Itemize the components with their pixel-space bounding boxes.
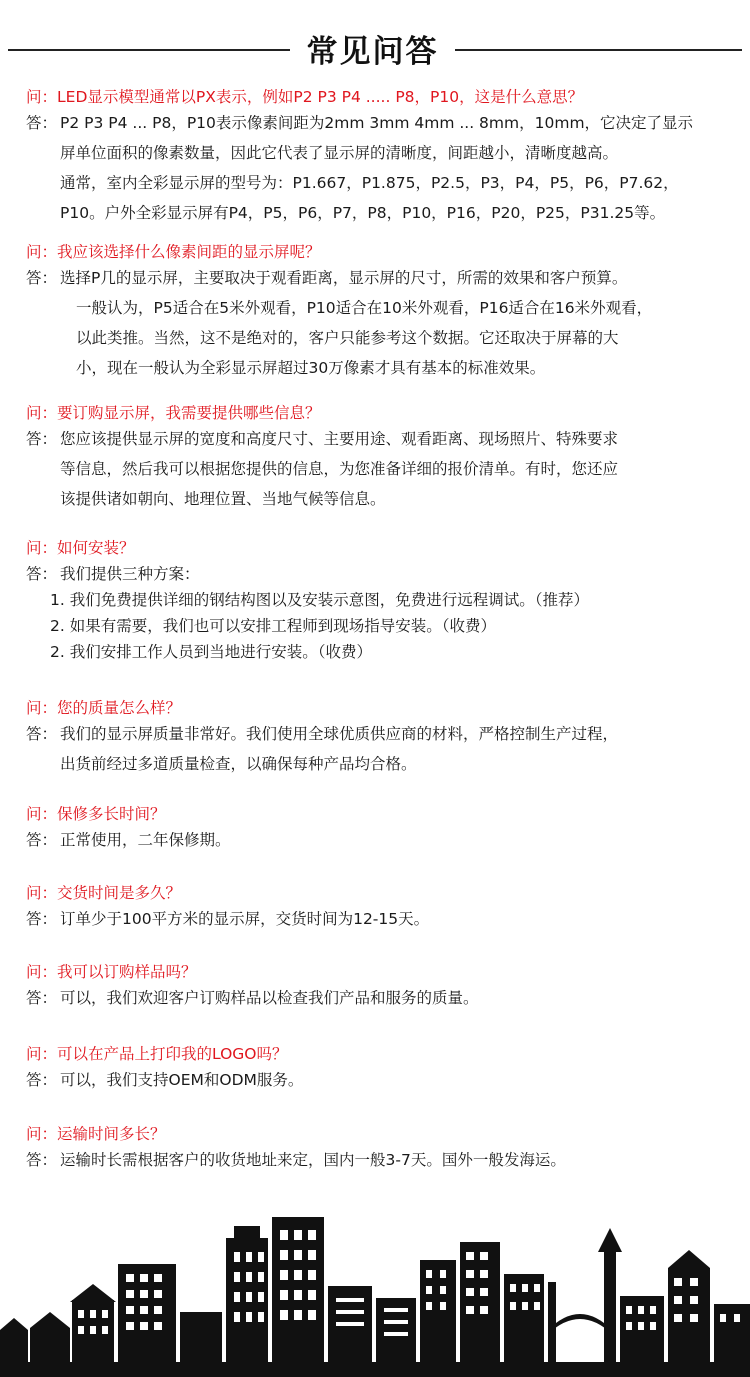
question-prefix: 问： [26, 404, 58, 422]
faq-question [26, 402, 321, 424]
answer-prefix: 答： [26, 910, 58, 928]
faq-question [26, 961, 197, 983]
question-text: 如何安装？ [57, 539, 135, 557]
answer-prefix: 答： [26, 430, 58, 448]
question-prefix: 问： [26, 884, 58, 902]
answer-prefix: 答： [26, 114, 58, 132]
faq-question [26, 86, 583, 108]
answer-line: 出货前经过多道质量检查，以确保每种产品均合格。 [60, 755, 417, 773]
answer-prefix: 答： [26, 831, 58, 849]
answer-line: P10。户外全彩显示屏有P4，P5，P6，P7，P8，P10，P16，P20，P25，P31.25等。 [60, 204, 666, 222]
question-prefix: 问： [26, 1045, 58, 1063]
city-skyline-illustration [0, 1212, 750, 1377]
question-text: 我应该选择什么像素间距的显示屏呢？ [57, 243, 321, 261]
question-text: LED显示模型通常以PX表示，例如P2 P3 P4 ..... P8，P10，这是什么意思？ [57, 88, 584, 106]
faq-question [26, 882, 181, 904]
question-prefix: 问： [26, 1125, 58, 1143]
question-prefix: 问： [26, 805, 58, 823]
answer-line: 该提供诸如朝向、地理位置、当地气候等信息。 [60, 490, 386, 508]
question-text: 运输时间多长？ [57, 1125, 166, 1143]
answer-line: 等信息，然后我可以根据您提供的信息，为您准备详细的报价清单。有时，您还应 [60, 460, 619, 478]
question-prefix: 问： [26, 539, 58, 557]
answer-line: 正常使用，二年保修期。 [60, 831, 231, 849]
question-prefix: 问： [26, 243, 58, 261]
faq-question [26, 1043, 288, 1065]
answer-prefix: 答： [26, 1151, 58, 1169]
answer-prefix: 答： [26, 269, 58, 287]
question-text: 交货时间是多久？ [57, 884, 182, 902]
answer-line: P2 P3 P4 ... P8，P10表示像素间距为2mm 3mm 4mm ... 8mm，10mm，它决定了显示 [60, 114, 694, 132]
question-text: 我可以订购样品吗？ [57, 963, 197, 981]
question-prefix: 问： [26, 88, 58, 106]
answer-line: 订单少于100平方米的显示屏，交货时间为12-15天。 [60, 910, 430, 928]
answer-line: 小，现在一般认为全彩显示屏超过30万像素才具有基本的标准效果。 [76, 359, 546, 377]
faq-question [26, 697, 181, 719]
answer-prefix: 答： [26, 1071, 58, 1089]
answer-line: 您应该提供显示屏的宽度和高度尺寸、主要用途、观看距离、现场照片、特殊要求 [60, 430, 619, 448]
question-prefix: 问： [26, 963, 58, 981]
answer-line: 可以，我们欢迎客户订购样品以检查我们产品和服务的质量。 [60, 989, 479, 1007]
faq-question [26, 1123, 166, 1145]
page-title: 常见问答 [306, 34, 439, 70]
answer-line: 1. 我们免费提供详细的钢结构图以及安装示意图，免费进行远程调试。（推荐） [50, 591, 589, 609]
answer-prefix: 答： [26, 725, 58, 743]
header-divider-right [455, 49, 742, 51]
answer-line: 可以，我们支持OEM和ODM服务。 [60, 1071, 304, 1089]
question-prefix: 问： [26, 699, 58, 717]
answer-line: 运输时长需根据客户的收货地址来定，国内一般3-7天。国外一般发海运。 [60, 1151, 566, 1169]
answer-prefix: 答： [26, 989, 58, 1007]
answer-line: 屏单位面积的像素数量，因此它代表了显示屏的清晰度，间距越小，清晰度越高。 [60, 144, 619, 162]
answer-line: 通常，室内全彩显示屏的型号为：P1.667，P1.875，P2.5，P3，P4，P5，P6，P7.62， [60, 174, 679, 192]
answer-prefix: 答： [26, 565, 58, 583]
answer-line: 选择P几的显示屏，主要取决于观看距离，显示屏的尺寸，所需的效果和客户预算。 [60, 269, 628, 287]
answer-line: 我们的显示屏质量非常好。我们使用全球优质供应商的材料，严格控制生产过程， [60, 725, 619, 743]
faq-question [26, 537, 135, 559]
answer-line: 我们提供三种方案： [60, 565, 200, 583]
question-text: 要订购显示屏，我需要提供哪些信息？ [57, 404, 321, 422]
question-text: 可以在产品上打印我的LOGO吗？ [57, 1045, 288, 1063]
answer-line: 2. 如果有需要，我们也可以安排工程师到现场指导安装。（收费） [50, 617, 496, 635]
page-header [0, 22, 750, 72]
answer-line: 一般认为，P5适合在5米外观看，P10适合在10米外观看，P16适合在16米外观看， [76, 299, 653, 317]
faq-question [26, 241, 321, 263]
answer-line: 2. 我们安排工作人员到当地进行安装。（收费） [50, 643, 372, 661]
faq-question [26, 803, 166, 825]
question-text: 保修多长时间？ [57, 805, 166, 823]
answer-line: 以此类推。当然，这不是绝对的，客户只能参考这个数据。它还取决于屏幕的大 [76, 329, 619, 347]
header-divider-left [8, 49, 290, 51]
question-text: 您的质量怎么样？ [57, 699, 182, 717]
